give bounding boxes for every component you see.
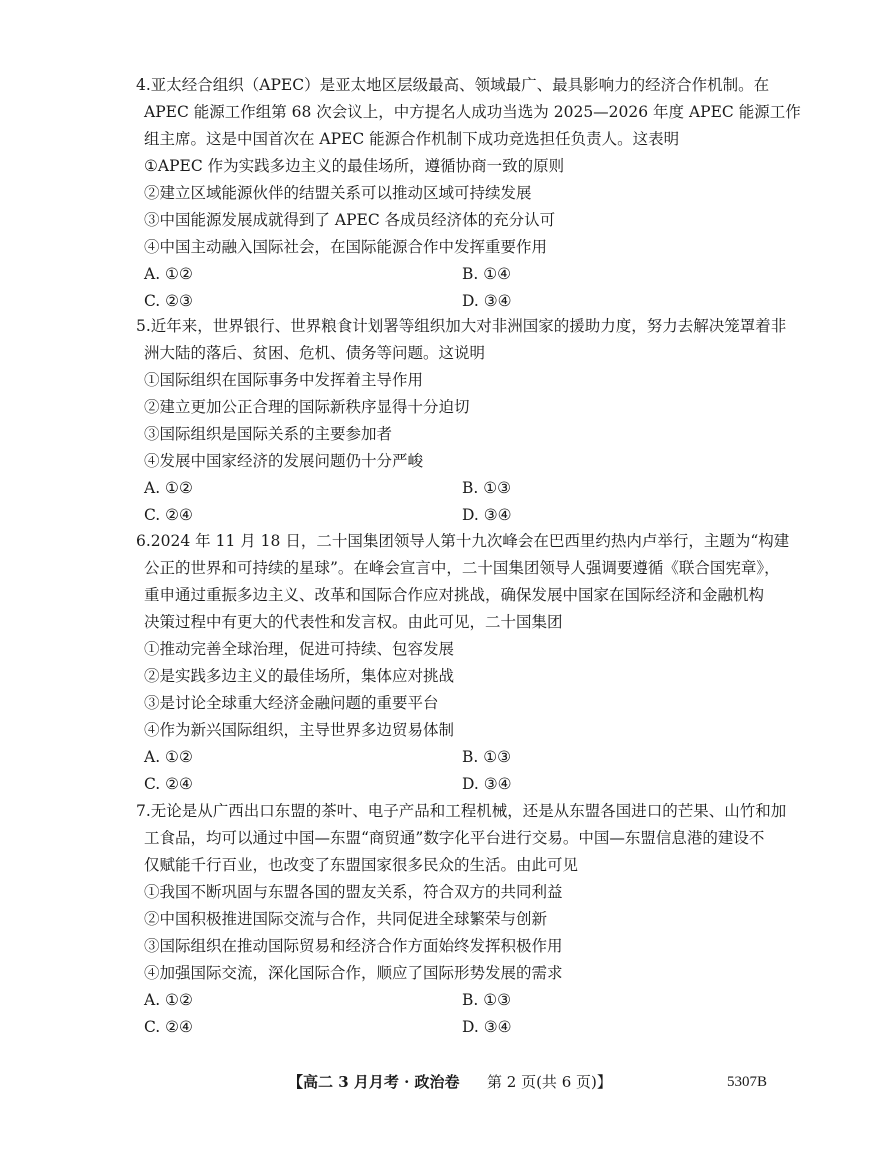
question-stem <box>120 313 787 367</box>
exam-title: 【高二 3 月月考 · 政治卷 <box>288 1073 460 1091</box>
choice-d[interactable]: D. ③④ <box>462 1018 512 1036</box>
question-stem <box>120 72 801 153</box>
choice-d[interactable]: D. ③④ <box>462 775 512 793</box>
choice-b[interactable]: B. ①④ <box>462 265 512 283</box>
stem-line: 6.2024 年 11 月 18 日，二十国集团领导人第十九次峰会在巴西里约热内卢举行，主题为“构建 <box>136 532 790 550</box>
choice-a[interactable]: A. ①② <box>144 748 193 766</box>
choice-b[interactable]: B. ①③ <box>462 991 512 1009</box>
statement-2: ②中国积极推进国际交流与合作，共同促进全球繁荣与创新 <box>144 910 548 928</box>
statement-1: ①APEC 作为实践多边主义的最佳场所，遵循协商一致的原则 <box>144 157 565 175</box>
choice-d[interactable]: D. ③④ <box>462 506 512 524</box>
choice-b[interactable]: B. ①③ <box>462 748 512 766</box>
statement-2: ②建立更加公正合理的国际新秩序显得十分迫切 <box>144 398 470 416</box>
page-footer <box>0 1070 892 1094</box>
page-number: 第 2 页(共 6 页)】 <box>487 1073 612 1091</box>
statement-4: ④作为新兴国际组织，主导世界多边贸易体制 <box>144 721 455 739</box>
choice-d[interactable]: D. ③④ <box>462 292 512 310</box>
choice-b[interactable]: B. ①③ <box>462 479 512 497</box>
question-6 <box>120 528 790 798</box>
choice-a[interactable]: A. ①② <box>144 265 193 283</box>
stem-line: 组主席。这是中国首次在 APEC 能源合作机制下成功竞选担任负责人。这表明 <box>144 130 680 148</box>
statement-2: ②是实践多边主义的最佳场所，集体应对挑战 <box>144 667 455 685</box>
stem-line: 重申通过重振多边主义、改革和国际合作应对挑战，确保发展中国家在国际经济和金融机构 <box>144 586 765 604</box>
question-7 <box>120 798 787 1041</box>
statement-3: ③是讨论全球重大经济金融问题的重要平台 <box>144 694 439 712</box>
stem-line: 仅赋能千行百业，也改变了东盟国家很多民众的生活。由此可见 <box>144 856 579 874</box>
answer-choices <box>120 744 780 798</box>
question-stem <box>120 528 790 636</box>
stem-line: 公正的世界和可持续的星球”。在峰会宣言中，二十国集团领导人强调要遵循《联合国宪章》， <box>144 559 780 577</box>
choice-a[interactable]: A. ①② <box>144 991 193 1009</box>
answer-choices <box>120 987 780 1041</box>
stem-line: APEC 能源工作组第 68 次会议上，中方提名人成功当选为 2025—2026 年度 APEC 能源工作 <box>144 103 801 121</box>
choice-a[interactable]: A. ①② <box>144 479 193 497</box>
stem-line: 决策过程中有更大的代表性和发言权。由此可见，二十国集团 <box>144 613 563 631</box>
choice-c[interactable]: C. ②③ <box>144 292 193 310</box>
statement-3: ③国际组织是国际关系的主要参加者 <box>144 425 393 443</box>
statement-1: ①推动完善全球治理，促进可持续、包容发展 <box>144 640 455 658</box>
stem-line: 洲大陆的落后、贫困、危机、债务等问题。这说明 <box>144 344 486 362</box>
choice-c[interactable]: C. ②④ <box>144 506 193 524</box>
stem-line: 工食品，均可以通过中国—东盟“商贸通”数字化平台进行交易。中国—东盟信息港的建设不 <box>144 829 765 847</box>
exam-code: 5307B <box>727 1074 768 1090</box>
stem-line: 7.无论是从广西出口东盟的茶叶、电子产品和工程机械，还是从东盟各国进口的芒果、山竹和加 <box>136 802 787 820</box>
question-5 <box>120 313 787 529</box>
answer-choices <box>120 261 780 315</box>
choice-c[interactable]: C. ②④ <box>144 775 193 793</box>
statement-3: ③国际组织在推动国际贸易和经济合作方面始终发挥积极作用 <box>144 937 563 955</box>
statement-1: ①国际组织在国际事务中发挥着主导作用 <box>144 371 424 389</box>
question-stem <box>120 798 787 879</box>
statement-1: ①我国不断巩固与东盟各国的盟友关系，符合双方的共同利益 <box>144 883 563 901</box>
statement-4: ④中国主动融入国际社会，在国际能源合作中发挥重要作用 <box>144 238 548 256</box>
statement-4: ④发展中国家经济的发展问题仍十分严峻 <box>144 452 424 470</box>
stem-line: 4.亚太经合组织（APEC）是亚太地区层级最高、领域最广、最具影响力的经济合作机制。在 <box>136 76 770 94</box>
stem-line: 5.近年来，世界银行、世界粮食计划署等组织加大对非洲国家的援助力度，努力去解决笼罩着非 <box>136 317 787 335</box>
answer-choices <box>120 475 780 529</box>
statement-2: ②建立区域能源伙伴的结盟关系可以推动区域可持续发展 <box>144 184 532 202</box>
question-4 <box>120 72 801 315</box>
statement-3: ③中国能源发展成就得到了 APEC 各成员经济体的充分认可 <box>144 211 556 229</box>
statement-4: ④加强国际交流，深化国际合作，顺应了国际形势发展的需求 <box>144 964 563 982</box>
choice-c[interactable]: C. ②④ <box>144 1018 193 1036</box>
